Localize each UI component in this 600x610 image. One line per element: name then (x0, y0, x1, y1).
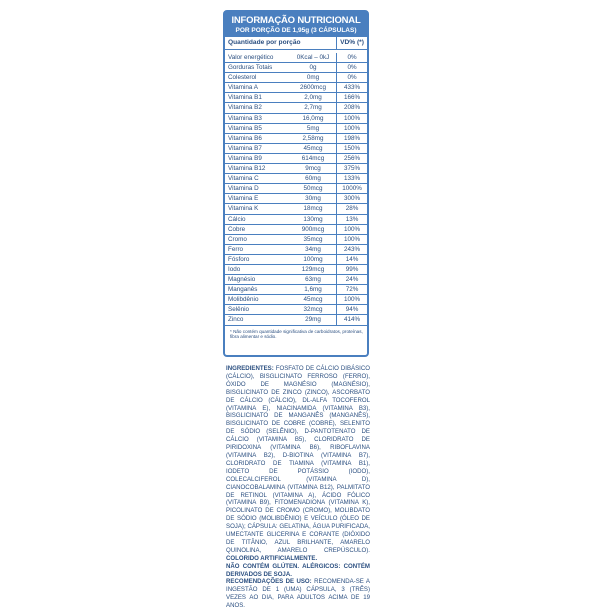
nutrient-row (225, 93, 367, 103)
nutrient-name: Vitamina B7 (228, 144, 262, 152)
nutrient-quantity: 30mg (305, 195, 321, 203)
nutrient-quantity: 45mcg (303, 296, 323, 304)
nutrient-quantity: 45mcg (303, 144, 323, 152)
nutrient-row (225, 144, 367, 154)
quantity-column-label: Quantidade por porção (228, 39, 301, 46)
nutrition-header (225, 12, 367, 37)
nutrient-name: Vitamina B5 (228, 124, 262, 132)
nutrient-quantity: 18mcg (303, 205, 323, 213)
nutrient-name: Cálcio (228, 215, 246, 223)
ingredients-label: INGREDIENTES: (226, 365, 274, 372)
nutrition-facts-panel (223, 10, 369, 357)
nutrient-row (225, 225, 367, 235)
nutrient-row (225, 245, 367, 255)
nutrient-row (225, 114, 367, 124)
nutrient-row (225, 184, 367, 194)
nutrient-row (225, 83, 367, 93)
nutrient-quantity: 63mg (305, 276, 321, 284)
nutrient-name: Iodo (228, 265, 241, 273)
nutrition-title: INFORMAÇÃO NUTRICIONAL (231, 15, 361, 26)
nutrient-vd: 0% (336, 63, 367, 72)
nutrient-name: Colesterol (228, 74, 257, 82)
nutrient-quantity: 130mg (303, 215, 323, 223)
nutrient-vd: 24% (336, 275, 367, 284)
nutrient-row (225, 305, 367, 315)
nutrient-vd: 100% (336, 114, 367, 123)
nutrient-row (225, 315, 367, 325)
nutrient-quantity: 100mg (303, 255, 323, 263)
nutrient-row (225, 103, 367, 113)
nutrient-quantity: 2600mcg (300, 84, 326, 92)
nutrient-row (225, 235, 367, 245)
nutrient-row (225, 154, 367, 164)
nutrient-vd: 375% (336, 164, 367, 173)
nutrient-name: Vitamina D (228, 185, 259, 193)
nutrient-vd: 100% (336, 295, 367, 304)
nutrient-vd: 72% (336, 285, 367, 294)
nutrient-vd: 28% (336, 204, 367, 213)
nutrient-vd: 0% (336, 53, 367, 62)
nutrient-quantity: 34mg (305, 245, 321, 253)
nutrient-name: Vitamina A (228, 84, 258, 92)
ingredients-block (226, 365, 370, 610)
nutrient-vd: 198% (336, 134, 367, 143)
nutrient-quantity: 0mg (306, 74, 320, 82)
nutrient-quantity: 0g (309, 64, 317, 72)
ingredients-paragraph (226, 365, 370, 563)
nutrient-row (225, 194, 367, 204)
nutrient-quantity: 0Kcal – 0kJ (296, 54, 330, 61)
nutrient-vd: 208% (336, 103, 367, 112)
column-header (225, 37, 367, 50)
nutrient-row (225, 164, 367, 174)
nutrient-quantity: 2,7mg (304, 104, 322, 112)
nutrient-vd: 243% (336, 245, 367, 254)
nutrient-name: Selênio (228, 306, 250, 314)
nutrient-name: Vitamina B3 (228, 114, 262, 122)
nutrient-name: Cromo (228, 235, 247, 243)
nutrient-name: Cobre (228, 225, 246, 233)
nutrient-quantity: 35mcg (303, 235, 323, 243)
nutrient-name: Ferro (228, 245, 244, 253)
nutrient-name: Magnésio (228, 276, 256, 284)
nutrient-vd: 433% (336, 83, 367, 92)
nutrient-vd: 1000% (336, 184, 367, 193)
allergens-warning: NÃO CONTÉM GLÚTEN. ALÉRGICOS: CONTÉM DERIVADOS DE SOJA. (226, 562, 370, 578)
nutrient-vd: 100% (336, 124, 367, 133)
footnote: * Não contém quantidade significativa de carboidratos, proteínas, fibra alimentar e sódio. (230, 328, 363, 340)
nutrient-name: Fósforo (228, 255, 250, 263)
nutrient-name: Vitamina B2 (228, 104, 262, 112)
nutrient-row (225, 285, 367, 295)
nutrient-name: Vitamina B12 (228, 165, 266, 173)
nutrient-row (225, 134, 367, 144)
nutrient-name: Vitamina C (228, 175, 259, 183)
colored-note: COLORIDO ARTIFICIALMENTE. (226, 554, 318, 562)
nutrient-row (225, 174, 367, 184)
nutrient-quantity: 129mcg (301, 265, 325, 273)
nutrient-row (225, 73, 367, 83)
nutrient-vd: 300% (336, 194, 367, 203)
nutrient-quantity: 9mcg (305, 165, 321, 173)
nutrient-vd: 133% (336, 174, 367, 183)
nutrient-name: Gorduras Totais (228, 64, 273, 72)
serving-size: POR PORÇÃO DE 1,95g (3 CÁPSULAS) (235, 27, 357, 34)
nutrient-name: Molibdênio (228, 296, 259, 304)
nutrient-vd: 0% (336, 73, 367, 82)
nutrient-vd: 256% (336, 154, 367, 163)
nutrient-vd: 99% (336, 265, 367, 274)
nutrient-quantity: 50mcg (303, 185, 323, 193)
nutrient-row (225, 275, 367, 285)
nutrient-vd: 100% (336, 225, 367, 234)
nutrient-name: Vitamina B6 (228, 134, 262, 142)
nutrient-rows (225, 53, 367, 326)
nutrient-row (225, 215, 367, 225)
recommendation-label: RECOMENDAÇÕES DE USO: (226, 578, 312, 586)
nutrient-quantity: 1,6mg (304, 286, 322, 294)
nutrient-vd: 414% (336, 315, 367, 324)
nutrient-quantity: 2,0mg (304, 94, 322, 102)
nutrient-vd: 100% (336, 235, 367, 244)
nutrient-name: Vitamina K (228, 205, 259, 213)
nutrient-row (225, 124, 367, 134)
nutrient-vd: 14% (336, 255, 367, 264)
ingredients-text: FOSFATO DE CÁLCIO DIBÁSICO (CÁLCIO), BISGLICINATO FERROSO (FERRO), ÓXIDO DE MAGNÉSIO (MAGNÉSIO), BISGLICINATO DE ZINCO (ZINCO), ASCORBATO DE CÁLCIO (CÁLCIO), DL-ALFA TOCOFEROL (VITAMINA E), NIACINAMIDA (VITAMINA B3), BISGLICINATO DE MANGANÊS (MANGANÊS), BISGLICINATO DE COBRE (COBRE), SELENITO DE SÓDIO (SELÊNIO), D-PANTOTENATO DE CÁLCIO (VITAMINA B5), CLORIDRATO DE PIRIDOXINA (VITAMINA B6), RIBOFLAVINA (VITAMINA B2), D-BIOTINA (VITAMINA B7), CLORIDRATO DE TIAMINA (VITAMINA B1), IODETO DE POTÁSSIO (IODO), COLECALCIFEROL (VITAMINA D), CIANOCOBALAMINA (VITAMINA B12), PALMITATO DE RETINOL (VITAMINA A), ÁCIDO FÓLICO (VITAMINA B9), FITOMENADIONA (VITAMINA K), PICOLINATO DE CROMO (CROMO), MOLIBDATO DE SÓDIO (MOLIBDÊNIO) E VEÍCULO (ÓLEO DE SOJA); CÁPSULA: GELATINA, ÁGUA PURIFICADA, UMECTANTE GLICERINA E CORANTE (DIÓXIDO DE TITÂNIO, AZUL BRILHANTE, AMARELO QUINOLINA, AMARELO CREPÚSCULO). (226, 365, 370, 554)
recommendation-paragraph (226, 578, 370, 610)
nutrient-name: Zinco (228, 316, 244, 324)
nutrient-name: Manganês (228, 286, 258, 294)
vd-column-label: VD% (*) (336, 37, 367, 49)
nutrient-row (225, 265, 367, 275)
nutrient-quantity: 32mcg (303, 306, 323, 314)
nutrient-quantity: 5mg (306, 124, 320, 132)
nutrient-row (225, 295, 367, 305)
nutrient-quantity: 614mcg (301, 154, 325, 162)
recommendation-text: RECOMENDA-SE A INGESTÃO DE 1 (UMA) CÁPSULA, 3 (TRÊS) VEZES AO DIA, PARA ADULTOS ACIMA DE 19 ANOS. (226, 578, 370, 610)
nutrient-row (225, 204, 367, 214)
nutrient-name: Vitamina E (228, 195, 259, 203)
nutrient-quantity: 2,58mg (302, 134, 324, 142)
nutrient-quantity: 29mg (305, 316, 321, 324)
nutrient-row (225, 255, 367, 265)
nutrient-quantity: 16,0mg (302, 114, 324, 122)
nutrient-row (225, 53, 367, 63)
nutrient-vd: 13% (336, 215, 367, 224)
nutrient-name: Vitamina B1 (228, 94, 262, 102)
nutrient-vd: 166% (336, 93, 367, 102)
nutrient-row (225, 63, 367, 73)
nutrient-vd: 94% (336, 305, 367, 314)
nutrient-vd: 150% (336, 144, 367, 153)
nutrient-quantity: 60mg (305, 175, 321, 183)
nutrient-name: Valor energético (228, 54, 274, 61)
nutrient-name: Vitamina B9 (228, 154, 262, 162)
nutrient-quantity: 900mcg (301, 225, 325, 233)
